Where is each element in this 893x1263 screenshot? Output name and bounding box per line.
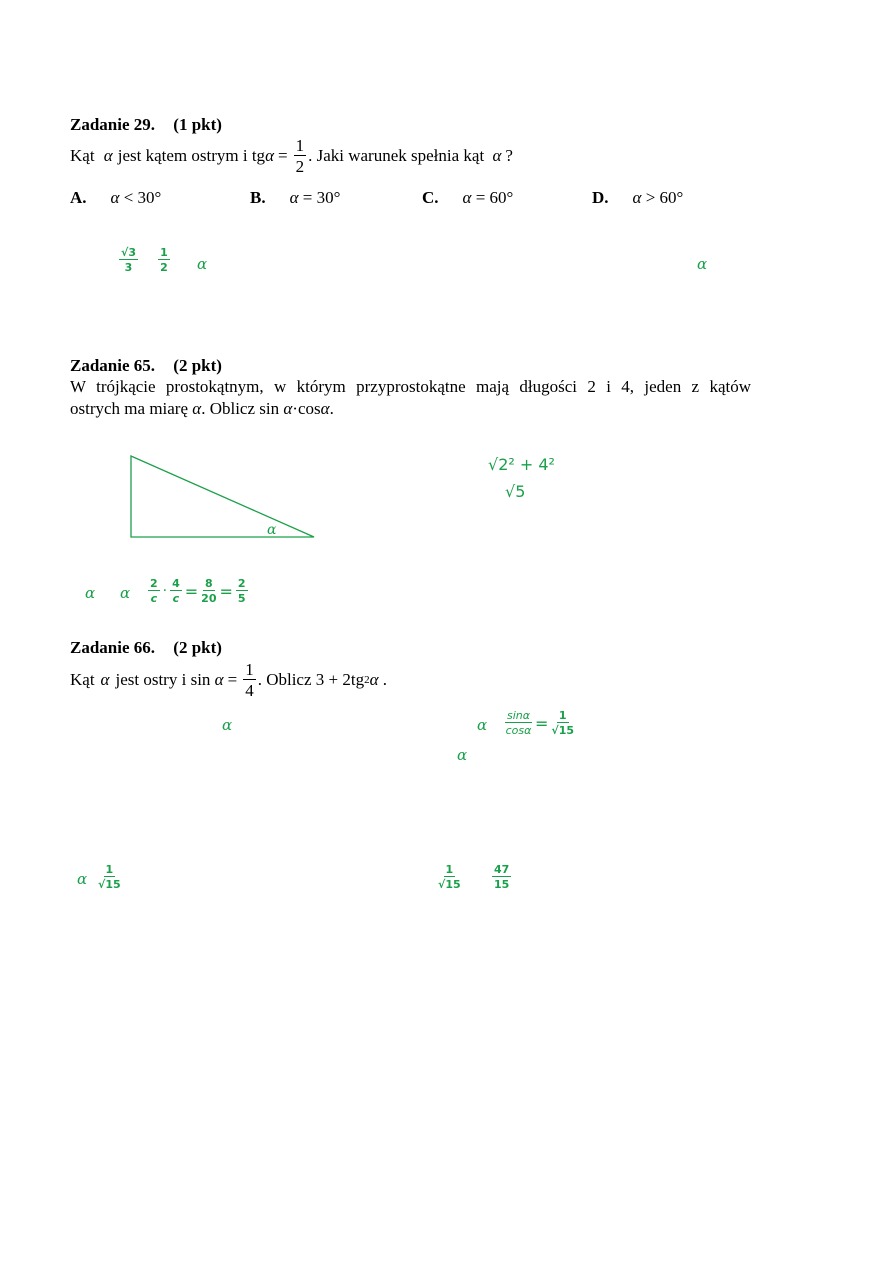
fraction-8-over-20 xyxy=(201,578,216,604)
option-relation: > 60° xyxy=(645,188,684,207)
note-65-alpha-1: α xyxy=(85,584,96,602)
alpha-symbol: α xyxy=(289,188,299,207)
denominator: √15 xyxy=(551,724,575,737)
q-text: ·cos xyxy=(292,399,321,418)
equals-sign: = xyxy=(219,581,233,601)
option-relation: = 30° xyxy=(302,188,341,207)
task-29-title: Zadanie 29. xyxy=(70,115,156,134)
numerator: 1 xyxy=(160,246,168,259)
q-text: . xyxy=(382,670,388,689)
alpha-symbol: α xyxy=(103,146,113,165)
hypotenuse-calc-2: √5 xyxy=(505,482,526,501)
task-66-question xyxy=(70,657,387,703)
alpha-symbol: α xyxy=(283,399,293,418)
option-letter: C. xyxy=(422,188,439,207)
q-text: jest ostry i xyxy=(115,670,187,689)
triangle-outline xyxy=(131,456,314,537)
option-letter: B. xyxy=(250,188,266,207)
denominator: 5 xyxy=(237,592,246,605)
hypotenuse-calc-1: √2² + 4² xyxy=(488,455,555,474)
task-65-line-2 xyxy=(70,399,334,419)
note-29-alpha-1: α xyxy=(197,255,208,273)
note-66-alpha-3: α xyxy=(457,746,468,764)
fraction-sin-over-cos xyxy=(505,710,532,736)
fraction-2-over-c xyxy=(148,578,160,604)
alpha-symbol: α xyxy=(214,670,224,689)
denominator: 15 xyxy=(494,878,510,891)
note-66-tangent-calc xyxy=(502,710,577,736)
tg-label: tg xyxy=(251,146,266,165)
numerator: 1 xyxy=(245,660,254,679)
equals-sign: = xyxy=(278,146,288,165)
equals-sign: = xyxy=(535,713,549,733)
fraction-1-over-sqrt15 xyxy=(551,710,574,736)
task-29-header xyxy=(70,115,222,135)
numerator: 47 xyxy=(494,863,510,876)
alpha-symbol: α xyxy=(492,146,502,165)
triangle-angle-label: α xyxy=(267,522,277,538)
numerator: 2 xyxy=(150,577,158,590)
numerator: √3 xyxy=(121,246,136,259)
expression: 3 + 2tg xyxy=(315,670,365,689)
denominator: c xyxy=(172,592,180,605)
numerator: 8 xyxy=(205,577,213,590)
denominator: 4 xyxy=(245,681,254,700)
answer-option-a[interactable] xyxy=(70,188,161,208)
numerator: 2 xyxy=(237,577,246,590)
fraction-2-over-5 xyxy=(236,578,248,604)
fraction-47-over-15 xyxy=(492,864,511,890)
exponent: 2 xyxy=(364,674,370,686)
option-letter: A. xyxy=(70,188,87,207)
answer-option-d[interactable] xyxy=(592,188,683,208)
note-29-fractions xyxy=(116,247,173,273)
alpha-symbol: α xyxy=(265,146,274,165)
option-relation: = 60° xyxy=(475,188,514,207)
fraction-sqrt3-over-3 xyxy=(119,247,138,273)
q-text: Kąt xyxy=(70,146,95,165)
note-66-fraction-result xyxy=(489,864,514,890)
option-letter: D. xyxy=(592,188,609,207)
alpha-symbol: α xyxy=(462,188,472,207)
fraction-1-over-sqrt15 xyxy=(438,864,461,890)
fraction-one-quarter xyxy=(243,661,256,699)
numerator: 1 xyxy=(558,709,567,722)
task-65-title: Zadanie 65. xyxy=(70,356,156,375)
note-66-alpha-2: α xyxy=(477,716,488,734)
alpha-symbol: α xyxy=(100,670,110,689)
option-relation: < 30° xyxy=(123,188,162,207)
fraction-one-half xyxy=(294,137,307,175)
alpha-symbol: α xyxy=(369,670,379,689)
denominator: cosα xyxy=(505,724,532,737)
numerator: 1 xyxy=(445,863,454,876)
task-66-title: Zadanie 66. xyxy=(70,638,156,657)
note-29-alpha-2: α xyxy=(697,255,708,273)
dot-sign: · xyxy=(162,583,168,599)
note-65-alpha-2: α xyxy=(120,584,131,602)
fraction-1-over-sqrt15 xyxy=(98,864,121,890)
q-text: ostrych ma miarę xyxy=(70,399,189,418)
q-text: . Jaki warunek spełnia kąt xyxy=(308,146,485,165)
numerator: 1 xyxy=(105,863,114,876)
alpha-symbol: α xyxy=(192,399,202,418)
task-66-points: (2 pkt) xyxy=(173,638,222,657)
q-text: . Oblicz xyxy=(257,670,312,689)
denominator: 2 xyxy=(295,157,305,176)
answer-option-c[interactable] xyxy=(422,188,513,208)
sin-label: sin xyxy=(190,670,211,689)
denominator: 20 xyxy=(201,592,217,605)
fraction-4-over-c xyxy=(170,578,182,604)
note-66-alpha-1: α xyxy=(222,716,233,734)
denominator: √15 xyxy=(98,878,121,891)
task-65-line-1: W trójkącie prostokątnym, w którym przyprostokątne mają długości 2 i 4, jeden z kątów xyxy=(70,377,751,396)
numerator: 1 xyxy=(295,136,305,155)
note-66-fraction-left xyxy=(95,864,124,890)
q-text: ? xyxy=(505,146,513,165)
denominator: 3 xyxy=(124,261,133,274)
task-66-header xyxy=(70,638,222,658)
q-text: . xyxy=(329,399,334,418)
task-29-points: (1 pkt) xyxy=(173,115,222,134)
task-29-question xyxy=(70,134,513,178)
alpha-symbol: α xyxy=(632,188,642,207)
q-text: . Oblicz sin xyxy=(201,399,280,418)
equals-sign: = xyxy=(184,581,199,601)
alpha-symbol: α xyxy=(320,399,330,418)
numerator: sinα xyxy=(507,709,531,722)
denominator: c xyxy=(150,592,158,605)
task-65-points: (2 pkt) xyxy=(173,356,222,375)
right-triangle-drawing xyxy=(120,448,330,548)
note-65-product-calc xyxy=(145,578,251,604)
answer-option-b[interactable] xyxy=(250,188,340,208)
q-text: jest kątem ostrym i xyxy=(117,146,248,165)
q-text: Kąt xyxy=(70,670,95,689)
note-66-alpha-4: α xyxy=(77,870,88,888)
numerator: 4 xyxy=(172,577,180,590)
note-66-fraction-mid xyxy=(435,864,464,890)
denominator: 2 xyxy=(160,261,168,274)
task-65-header xyxy=(70,356,222,376)
fraction-1-over-2 xyxy=(158,247,170,273)
denominator: √15 xyxy=(438,878,461,891)
equals-sign: = xyxy=(227,670,238,689)
alpha-symbol: α xyxy=(110,188,120,207)
